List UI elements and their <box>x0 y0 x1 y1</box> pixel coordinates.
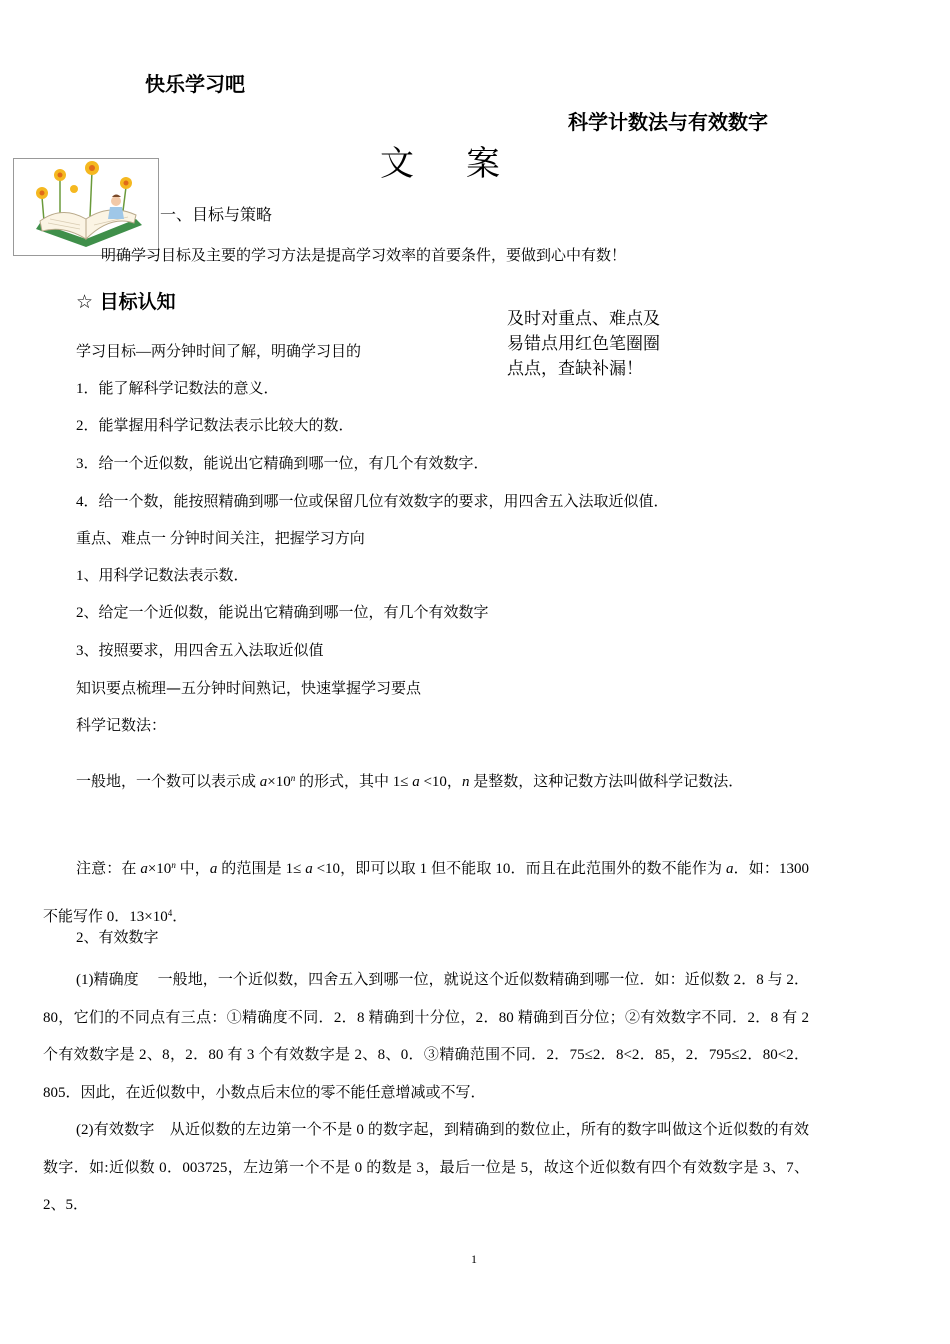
key-point-item: 2、给定一个近似数，能说出它精确到哪一位，有几个有效数字 <box>76 605 489 621</box>
variable-n: n <box>461 774 470 790</box>
section-heading: 一、目标与策略 <box>160 207 273 224</box>
text-run: ．如：1300 不能写作 0．13×10 <box>43 861 809 925</box>
knowledge-intro-note: —五分钟时间熟记，快速掌握学习要点 <box>166 679 422 697</box>
text-run: 一般地，一个数可以表示成 <box>76 774 260 790</box>
key-points-intro: 重点、难点一 分钟时间关注，把握学习方向 <box>76 531 365 547</box>
variable-a: a <box>259 774 268 790</box>
document-title: 文案 <box>380 146 552 183</box>
text-run: 注意：在 <box>76 861 141 877</box>
goal-item: 3．给一个近似数，能说出它精确到哪一位，有几个有效数字． <box>76 456 489 472</box>
side-note: 及时对重点、难点及易错点用红色笔圈圈点点，查缺补漏！ <box>507 309 660 378</box>
variable-a: a <box>726 861 734 877</box>
goals-intro: 学习目标—两分钟时间了解，明确学习目的 <box>76 344 362 360</box>
site-title: 快乐学习吧 <box>145 72 245 96</box>
sci-note-paragraph <box>43 843 809 939</box>
text-run: 的范围是 1≤ <box>217 861 306 877</box>
text-run: 的形式，其中 1≤ <box>295 774 413 790</box>
text-run: ×10 <box>267 774 291 790</box>
variable-a: a <box>209 861 218 877</box>
variable-n: n <box>171 860 176 870</box>
knowledge-intro-label: 知识要点梳理 <box>76 681 167 697</box>
knowledge-intro <box>76 677 421 698</box>
motto-text: 明确学习目标及主要的学习方法是提高学习效率的首要条件，要做到心中有数！ <box>101 246 627 264</box>
text-run: <10， <box>419 774 462 790</box>
exponent: 4 <box>167 908 173 918</box>
book-flowers-icon <box>14 159 158 255</box>
text-run: 中， <box>175 861 210 877</box>
goal-item: 2．能掌握用科学记数法表示比较大的数． <box>76 418 354 434</box>
text-run: 是整数，这种记数方法叫做科学记数法． <box>469 774 744 790</box>
text-run: ． <box>172 909 188 925</box>
key-point-item: 1、用科学记数法表示数． <box>76 568 249 584</box>
variable-a: a <box>140 861 148 877</box>
topic-title: 科学计数法与有效数字 <box>568 110 768 134</box>
page-number: 1 <box>471 1252 477 1266</box>
key-point-item: 3、按照要求，用四舍五入法取近似值 <box>76 643 324 659</box>
goal-item: 4．给一个数，能按照精确到哪一位或保留几位有效数字的要求，用四舍五入法取近似值． <box>76 494 669 510</box>
significant-figures-paragraph: (2)有效数字 从近似数的左边第一个不是 0 的数字起，到精确到的数位止，所有的数字叫做这个近似数的有效数字．如:近似数 0．003725，左边第一个不是 0 的数是 3，最后一位是 5，故这个近似数有四个有效数字是 3、7、2、5． <box>43 1122 809 1213</box>
sig-heading: 2、有效数字 <box>76 930 159 946</box>
text-run: <10，即可以取 1 但不能取 10．而且在此范围外的数不能作为 <box>312 861 726 877</box>
sci-heading: 科学记数法： <box>76 718 167 734</box>
text-run: ×10 <box>147 861 172 877</box>
book-flowers-illustration <box>13 158 159 256</box>
variable-n: n <box>290 773 296 783</box>
variable-a: a <box>412 774 420 790</box>
variable-a: a <box>305 861 313 877</box>
precision-paragraph: (1)精确度 一般地，一个近似数，四舍五入到哪一位，就说这个近似数精确到哪一位．如：近似数 2．8 与 2．80，它们的不同点有三点：①精确度不同．2．8 精确到十分位，2．80 精确到百分位；②有效数字不同．2．8 有 2 个有效数字是 2、8，2．80 有 3 个有效数字是 2、8、0．③精确范围不同．2．75≤2．8<2．85，2．795≤2．80<2．805．因此，在近似数中，小数点后末位的零不能任意增减或不写． <box>43 972 809 1101</box>
goal-item: 1．能了解科学记数法的意义． <box>76 381 279 397</box>
sci-definition-paragraph <box>43 756 809 804</box>
goal-heading: ☆ 目标认知 <box>76 291 176 313</box>
